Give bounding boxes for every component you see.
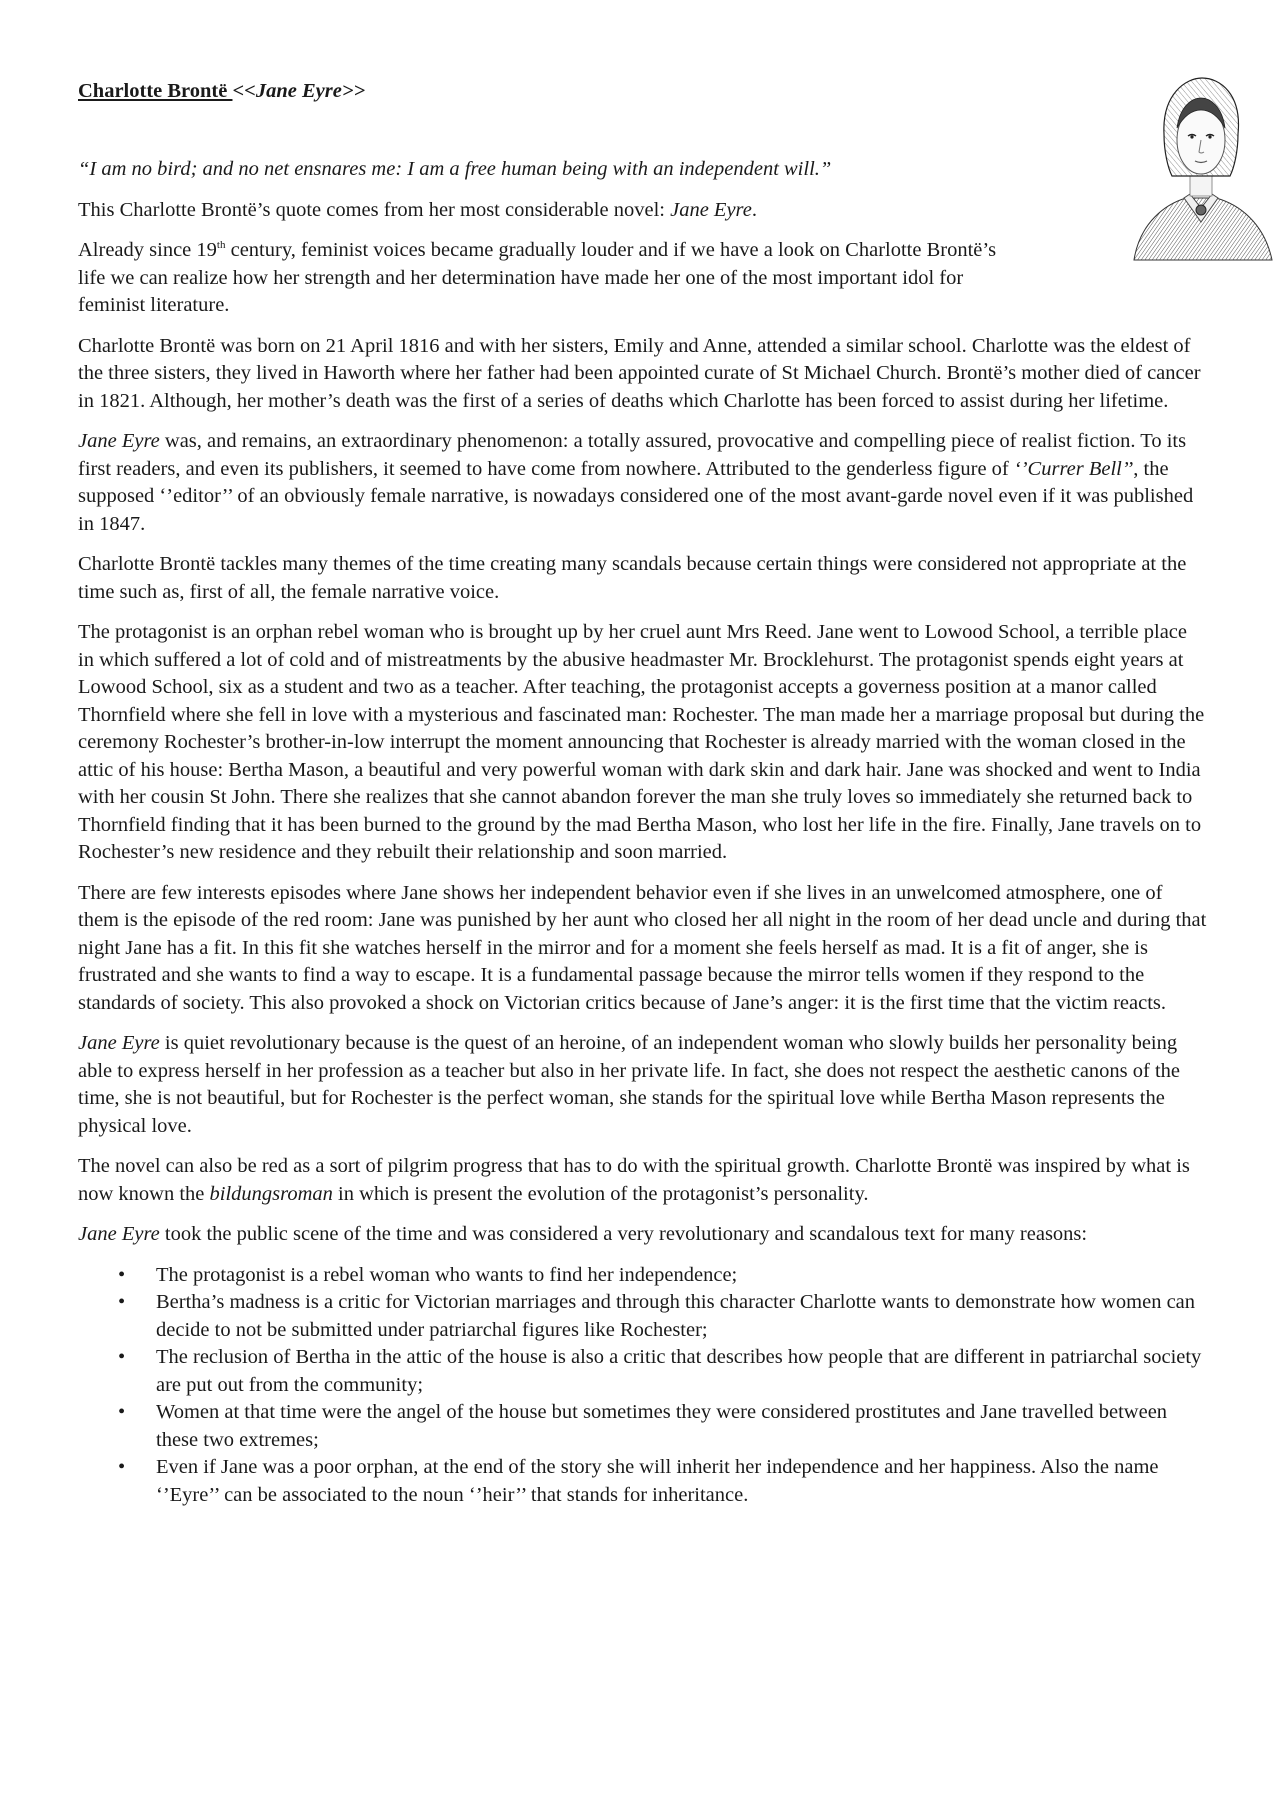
paragraph-phenomenon (78, 428, 1208, 538)
text-run: , the supposed ‘’editor’’ of an obviously female narrative, is nowadays considered one of the most avant-garde novel even if it was published in 1847. (78, 457, 1194, 535)
bullet-icon: • (118, 1346, 126, 1368)
bullet-icon: • (118, 1263, 126, 1286)
text-run-italic: bildungsroman (209, 1182, 333, 1205)
text-run: This Charlotte Brontë’s quote comes from her most considerable novel: (78, 198, 671, 221)
opening-quote: “I am no bird; and no net ensnares me: I am a free human being with an independent will.” (78, 158, 832, 180)
list-item (118, 1399, 1208, 1454)
text-run: is quiet revolutionary because is the quest of an heroine, of an independent woman who slowly builds her personality being able to express herself in her profession as a teacher but also in her private life. In fact, she does not respect the aesthetic canons of the time, she is not beautiful, but for Rochester is the perfect woman, she stands for the spiritual love while Bertha Mason represents the physical love. (78, 1032, 1181, 1137)
paragraph-quote-source (78, 197, 998, 225)
text-run-italic: Jane Eyre (78, 1223, 160, 1245)
paragraph-pilgrim (78, 1153, 1208, 1208)
list-item (118, 1262, 1208, 1290)
text-run: was, and remains, an extraordinary phenomenon: a totally assured, provocative and compelling piece of realist fiction. To its first readers, and even its publishers, it seemed to have come from nowhere. Attributed to the genderless figure of (78, 430, 1187, 480)
list-item-text: The protagonist is a rebel woman who wants to find her independence; (156, 1263, 738, 1286)
text-run: century, feminist voices became gradually louder and if we have a look on Charlotte Brontë’s life we can realize how her strength and her determination have made her one of the most important idol for feminist literature. (78, 239, 997, 316)
title-author: Charlotte Brontë (78, 80, 233, 102)
paragraph-revolutionary (78, 1030, 1208, 1140)
paragraph-biography: Charlotte Brontë was born on 21 April 1816 and with her sisters, Emily and Anne, attended a similar school. Charlotte was the eldest of the three sisters, they lived in Haworth where her father had been appointed curate of St Michael Church. Brontë’s mother died of cancer in 1821. Although, her mother’s death was the first of a series of deaths which Charlotte has been forced to assist during her lifetime. (78, 334, 1201, 412)
text-run-italic: Jane Eyre (78, 1032, 160, 1054)
paragraph-red-room: There are few interests episodes where Jane shows her independent behavior even if she lives in an unwelcomed atmosphere, one of them is the episode of the red room: Jane was punished by her aunt who closed her all night in the room of her dead uncle and during that night Jane has a fit. In this fit she watches herself in the mirror and for a moment she feels herself as mad. It is a fit of anger, she is frustrated and she wants to find a way to escape. It is a fundamental passage because the mirror tells women if they respond to the standards of society. This also provoked a shock on Victorian critics because of Jane’s anger: it is the first time that the victim reacts. (78, 881, 1207, 1014)
title-book: <<Jane Eyre>> (232, 80, 366, 102)
bullet-icon: • (118, 1456, 126, 1478)
text-run-italic: Jane Eyre (78, 430, 160, 452)
list-item (118, 1454, 1208, 1509)
text-run: The novel can also be red as a sort of pilgrim progress that has to do with the spiritual growth. Charlotte Brontë was inspired by what is now known the (78, 1155, 1190, 1205)
list-item (118, 1344, 1208, 1399)
paragraph-plot: The protagonist is an orphan rebel woman who is brought up by her cruel aunt Mrs Reed. Jane went to Lowood School, a terrible place in which suffered a lot of cold and of mistreatments by the abusive headmaster Mr. Brocklehurst. The protagonist spends eight years at Lowood School, six as a student and two as a teacher. After teaching, the protagonist accepts a governess position at a manor called Thornfield where she fell in love with a mysterious and fascinated man: Rochester. The man made her a marriage proposal but during the ceremony Rochester’s brother-in-low interrupt the moment announcing that Rochester is already married with the woman closed in the attic of his house: Bertha Mason, a beautiful and very powerful woman with dark skin and dark hair. Jane was shocked and went to India with her cousin St John. There she realizes that she cannot abandon forever the man she truly loves so immediately she returned back to Thornfield finding that it has been burned to the ground by the mad Bertha Mason, who lost her life in the fire. Finally, Jane travels on to Rochester’s new residence and they rebuilt their relationship and soon married. (78, 621, 1205, 863)
list-item-text: Even if Jane was a poor orphan, at the end of the story she will inherit her independence and her happiness. Also the name ‘’Eyre’’ can be associated to the noun ‘’heir’’ that stands for inheritance. (156, 1456, 1159, 1506)
superscript: th (216, 239, 226, 252)
list-item-text: Women at that time were the angel of the house but sometimes they were considered prostitutes and Jane travelled between these two extremes; (156, 1401, 1168, 1451)
document-title (78, 78, 365, 106)
text-run-italic: ‘’Currer Bell’’ (1013, 457, 1134, 480)
bullet-icon: • (118, 1291, 126, 1313)
reasons-list (78, 1262, 1208, 1510)
list-item-text: The reclusion of Bertha in the attic of the house is also a critic that describes how people that are different in patriarchal society are put out from the community; (156, 1346, 1202, 1396)
text-run: . (751, 198, 757, 221)
text-run: Already since 19 (78, 239, 217, 261)
text-run: in which is present the evolution of the protagonist’s personality. (332, 1182, 869, 1205)
list-item-text: Bertha’s madness is a critic for Victorian marriages and through this character Charlotte wants to demonstrate how women can decide to not be submitted under patriarchal figures like Rochester; (156, 1291, 1196, 1341)
text-run: took the public scene of the time and was considered a very revolutionary and scandalous text for many reasons: (159, 1223, 1088, 1245)
list-item (118, 1289, 1208, 1344)
paragraph-feminist-voices (78, 237, 998, 320)
paragraph-themes: Charlotte Brontë tackles many themes of the time creating many scandals because certain things were considered not appropriate at the time such as, first of all, the female narrative voice. (78, 553, 1187, 603)
document-body (78, 156, 1208, 1509)
paragraph-reasons-intro (78, 1221, 1208, 1249)
bullet-icon: • (118, 1401, 126, 1423)
text-run-italic: Jane Eyre (670, 198, 752, 221)
